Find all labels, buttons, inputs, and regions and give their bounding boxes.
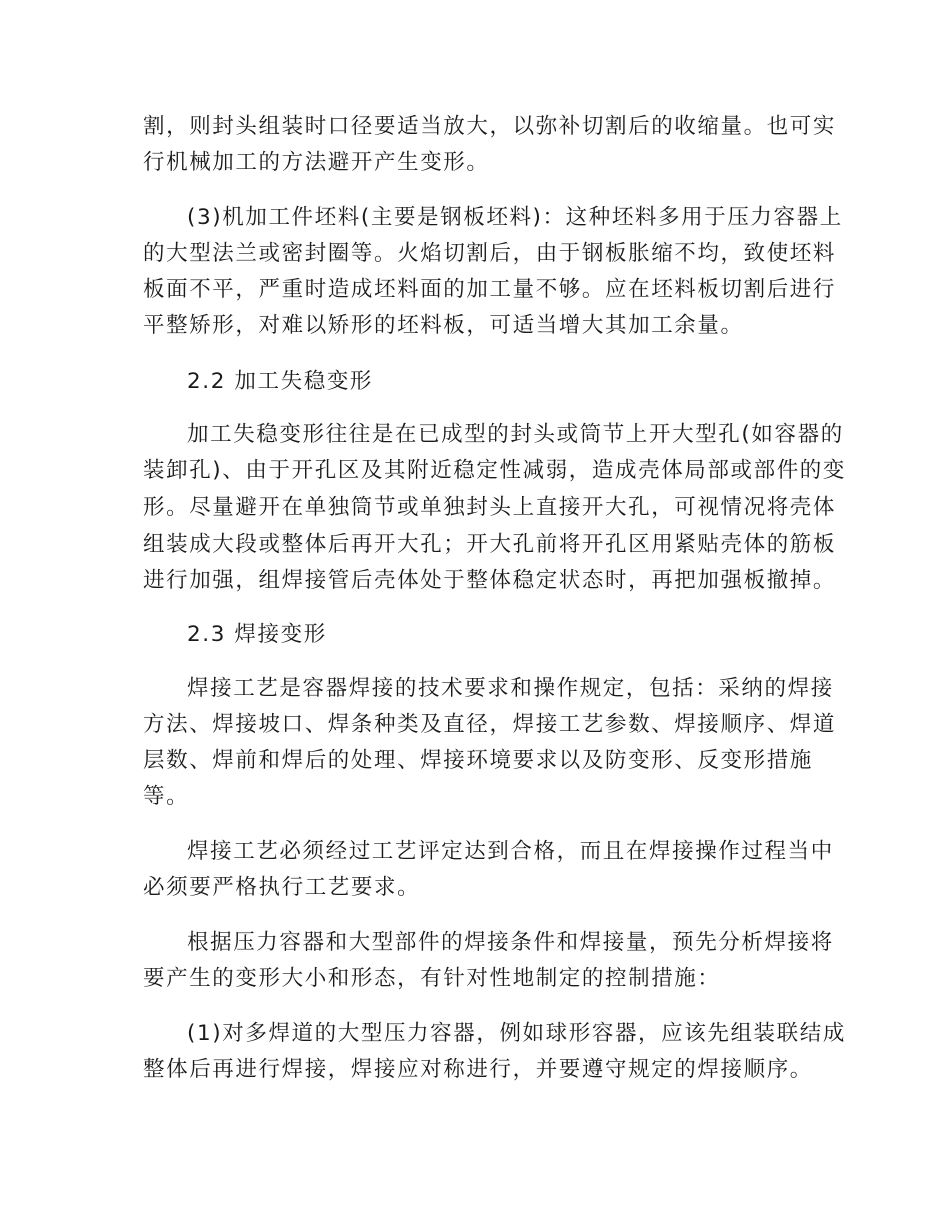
section-heading-2-3: 2.3 焊接变形 (187, 622, 327, 647)
paragraph-line: 的大型法兰或密封圈等。火焰切割后，由于钢板胀缩不均，致使坯料 (143, 241, 837, 266)
paragraph-line: (3)机加工件坯料(主要是钢板坯料)：这种坯料多用于压力容器上 (187, 205, 843, 230)
section-heading-2-2: 2.2 加工失稳变形 (187, 369, 374, 394)
paragraph-line: 形。尽量避开在单独筒节或单独封头上直接开大孔，可视情况将壳体 (143, 495, 837, 520)
paragraph-line: 行机械加工的方法避开产生变形。 (143, 150, 490, 175)
paragraph-line: 层数、焊前和焊后的处理、焊接环境要求以及防变形、反变形措施 (143, 748, 813, 773)
paragraph-line: 方法、焊接坡口、焊条种类及直径，焊接工艺参数、焊接顺序、焊道 (143, 712, 837, 737)
paragraph-line: 整体后再进行焊接，焊接应对称进行，并要遵守规定的焊接顺序。 (143, 1057, 813, 1082)
paragraph-line: 平整矫形，对难以矫形的坯料板，可适当增大其加工余量。 (143, 313, 744, 338)
paragraph-line: 必须要严格执行工艺要求。 (143, 875, 421, 900)
paragraph-line: 板面不平，严重时造成坯料面的加工量不够。应在坯料板切割后进行 (143, 277, 837, 302)
paragraph-line: 割，则封头组装时口径要适当放大，以弥补切割后的收缩量。也可实 (143, 114, 837, 139)
paragraph-line: (1)对多焊道的大型压力容器，例如球形容器，应该先组装联结成 (187, 1021, 846, 1046)
paragraph-line: 等。 (143, 784, 190, 809)
paragraph-line: 装卸孔)、由于开孔区及其附近稳定性减弱，造成壳体局部或部件的变 (143, 458, 846, 483)
paragraph-line: 加工失稳变形往往是在已成型的封头或筒节上开大型孔(如容器的 (187, 422, 844, 447)
paragraph-line: 进行加强，组焊接管后壳体处于整体稳定状态时，再把加强板撤掉。 (143, 568, 837, 593)
paragraph-line: 组装成大段或整体后再开大孔；开大孔前将开孔区用紧贴壳体的筋板 (143, 532, 837, 557)
paragraph-line: 焊接工艺是容器焊接的技术要求和操作规定，包括：采纳的焊接 (187, 676, 834, 701)
paragraph-line: 根据压力容器和大型部件的焊接条件和焊接量，预先分析焊接将 (187, 930, 834, 955)
paragraph-line: 焊接工艺必须经过工艺评定达到合格，而且在焊接操作过程当中 (187, 839, 834, 864)
paragraph-line: 要产生的变形大小和形态，有针对性地制定的控制措施： (143, 966, 721, 991)
